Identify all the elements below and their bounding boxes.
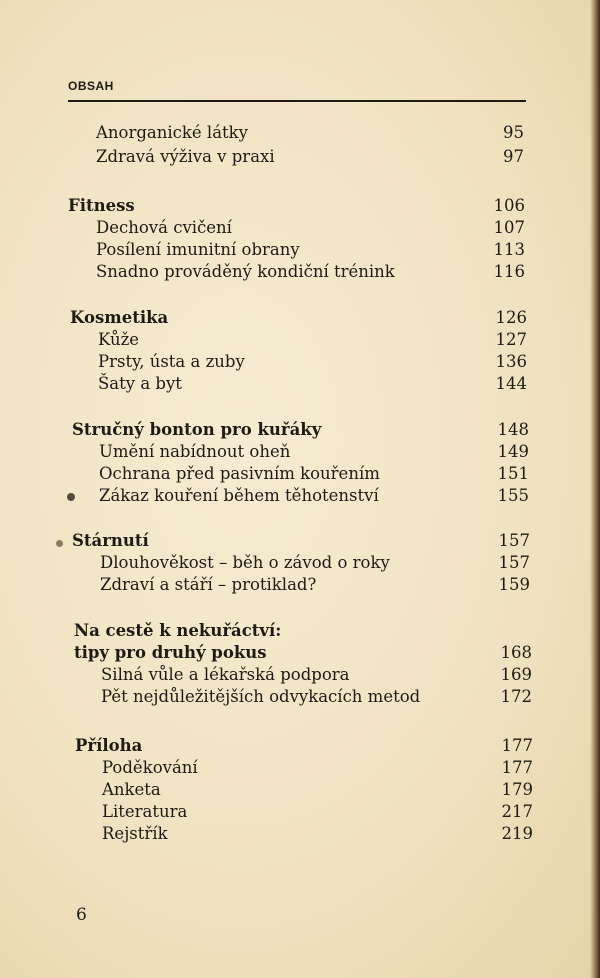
- page-number: 6: [76, 905, 87, 925]
- toc-section: [74, 620, 532, 642]
- toc-section-title: Stárnutí: [72, 531, 149, 550]
- toc-entry-page: 157: [498, 553, 530, 572]
- toc-entry-page: 157: [498, 531, 530, 550]
- toc-section: [70, 307, 527, 329]
- toc-entry-title: Umění nabídnout oheň: [99, 442, 291, 461]
- toc-entry-page: 177: [501, 736, 533, 755]
- toc-entry-title: Prsty, ústa a zuby: [98, 352, 245, 371]
- toc-entry-page: 217: [501, 802, 533, 821]
- toc-section-title: tipy pro druhý pokus: [74, 643, 267, 662]
- toc-section: [72, 419, 529, 441]
- header-rule: [68, 100, 526, 102]
- toc-section: [74, 642, 532, 664]
- toc-entry-page: 168: [500, 643, 532, 662]
- toc-entry-page: 151: [497, 464, 529, 483]
- toc-entry: [99, 463, 529, 485]
- toc-entry-page: 144: [495, 374, 527, 393]
- toc-entry-title: Anketa: [102, 780, 161, 799]
- toc-section-title: Stručný bonton pro kuřáky: [72, 420, 322, 439]
- toc-entry-page: 219: [501, 824, 533, 843]
- toc-entry: [102, 823, 533, 845]
- toc-section: [68, 195, 525, 217]
- toc-entry-page: 106: [493, 196, 525, 215]
- toc-entry-page: 159: [498, 575, 530, 594]
- page-edge-shadow: [590, 0, 600, 978]
- toc-entry-title: Zdravá výživa v praxi: [96, 147, 275, 166]
- toc-entry-page: 116: [493, 262, 525, 281]
- toc-entry-title: Šaty a byt: [98, 374, 182, 393]
- toc-entry-title: Snadno prováděný kondiční trénink: [96, 262, 395, 281]
- toc-entry-title: Dechová cvičení: [96, 218, 232, 237]
- running-header: OBSAH: [68, 79, 114, 93]
- toc-entry-page: 95: [503, 123, 524, 142]
- toc-entry-title: Anorganické látky: [96, 123, 248, 142]
- ink-spot: [67, 493, 75, 501]
- toc-entry: [102, 757, 533, 779]
- toc-section: [75, 735, 533, 757]
- toc-entry-page: 148: [497, 420, 529, 439]
- toc-entry-title: Posílení imunitní obrany: [96, 240, 300, 259]
- toc-entry-title: Pět nejdůležitějších odvykacích metod: [101, 687, 421, 706]
- ink-spot: [56, 540, 63, 547]
- toc-section-title: Kosmetika: [70, 308, 169, 327]
- toc-entry-title: Poděkování: [102, 758, 198, 777]
- toc-entry-page: 177: [501, 758, 533, 777]
- toc-entry: [102, 779, 533, 801]
- toc-entry: [102, 801, 533, 823]
- toc-entry-page: 126: [495, 308, 527, 327]
- toc-entry: [101, 664, 532, 686]
- toc-entry: [96, 261, 525, 283]
- toc-entry: [96, 122, 524, 144]
- toc-entry-page: 127: [495, 330, 527, 349]
- toc-section-title: Příloha: [75, 736, 143, 755]
- toc-entry-title: Literatura: [102, 802, 188, 821]
- toc-entry-page: 172: [500, 687, 532, 706]
- toc-entry: [98, 351, 527, 373]
- toc-entry-page: 136: [495, 352, 527, 371]
- toc-entry-title: Kůže: [98, 330, 140, 349]
- toc-entry-title: Silná vůle a lékařská podpora: [101, 665, 350, 684]
- toc-entry-page: 155: [497, 486, 529, 505]
- toc-entry-page: 149: [497, 442, 529, 461]
- toc-entry: [99, 441, 529, 463]
- toc-entry: [96, 217, 525, 239]
- toc-entry: [98, 373, 527, 395]
- toc-section-title: Na cestě k nekuřáctví:: [74, 621, 282, 640]
- toc-entry-page: 97: [503, 147, 524, 166]
- toc-entry: [100, 552, 530, 574]
- toc-entry: [101, 686, 532, 708]
- toc-entry-title: Zákaz kouření během těhotenství: [99, 486, 379, 505]
- toc-entry-page: 113: [493, 240, 525, 259]
- toc-entry-title: Dlouhověkost – běh o závod o roky: [100, 553, 390, 572]
- toc-entry-page: 169: [500, 665, 532, 684]
- toc-entry: [99, 485, 529, 507]
- toc-entry-title: Zdraví a stáří – protiklad?: [100, 575, 317, 594]
- toc-entry-title: Rejstřík: [102, 824, 168, 843]
- toc-entry: [96, 239, 525, 261]
- toc-entry-title: Ochrana před pasivním kouřením: [99, 464, 380, 483]
- toc-entry-page: 179: [501, 780, 533, 799]
- toc-section: [72, 530, 530, 552]
- toc-entry: [96, 146, 524, 168]
- toc-entry: [100, 574, 530, 596]
- toc-section-title: Fitness: [68, 196, 135, 215]
- toc-entry-page: 107: [493, 218, 525, 237]
- toc-entry: [98, 329, 527, 351]
